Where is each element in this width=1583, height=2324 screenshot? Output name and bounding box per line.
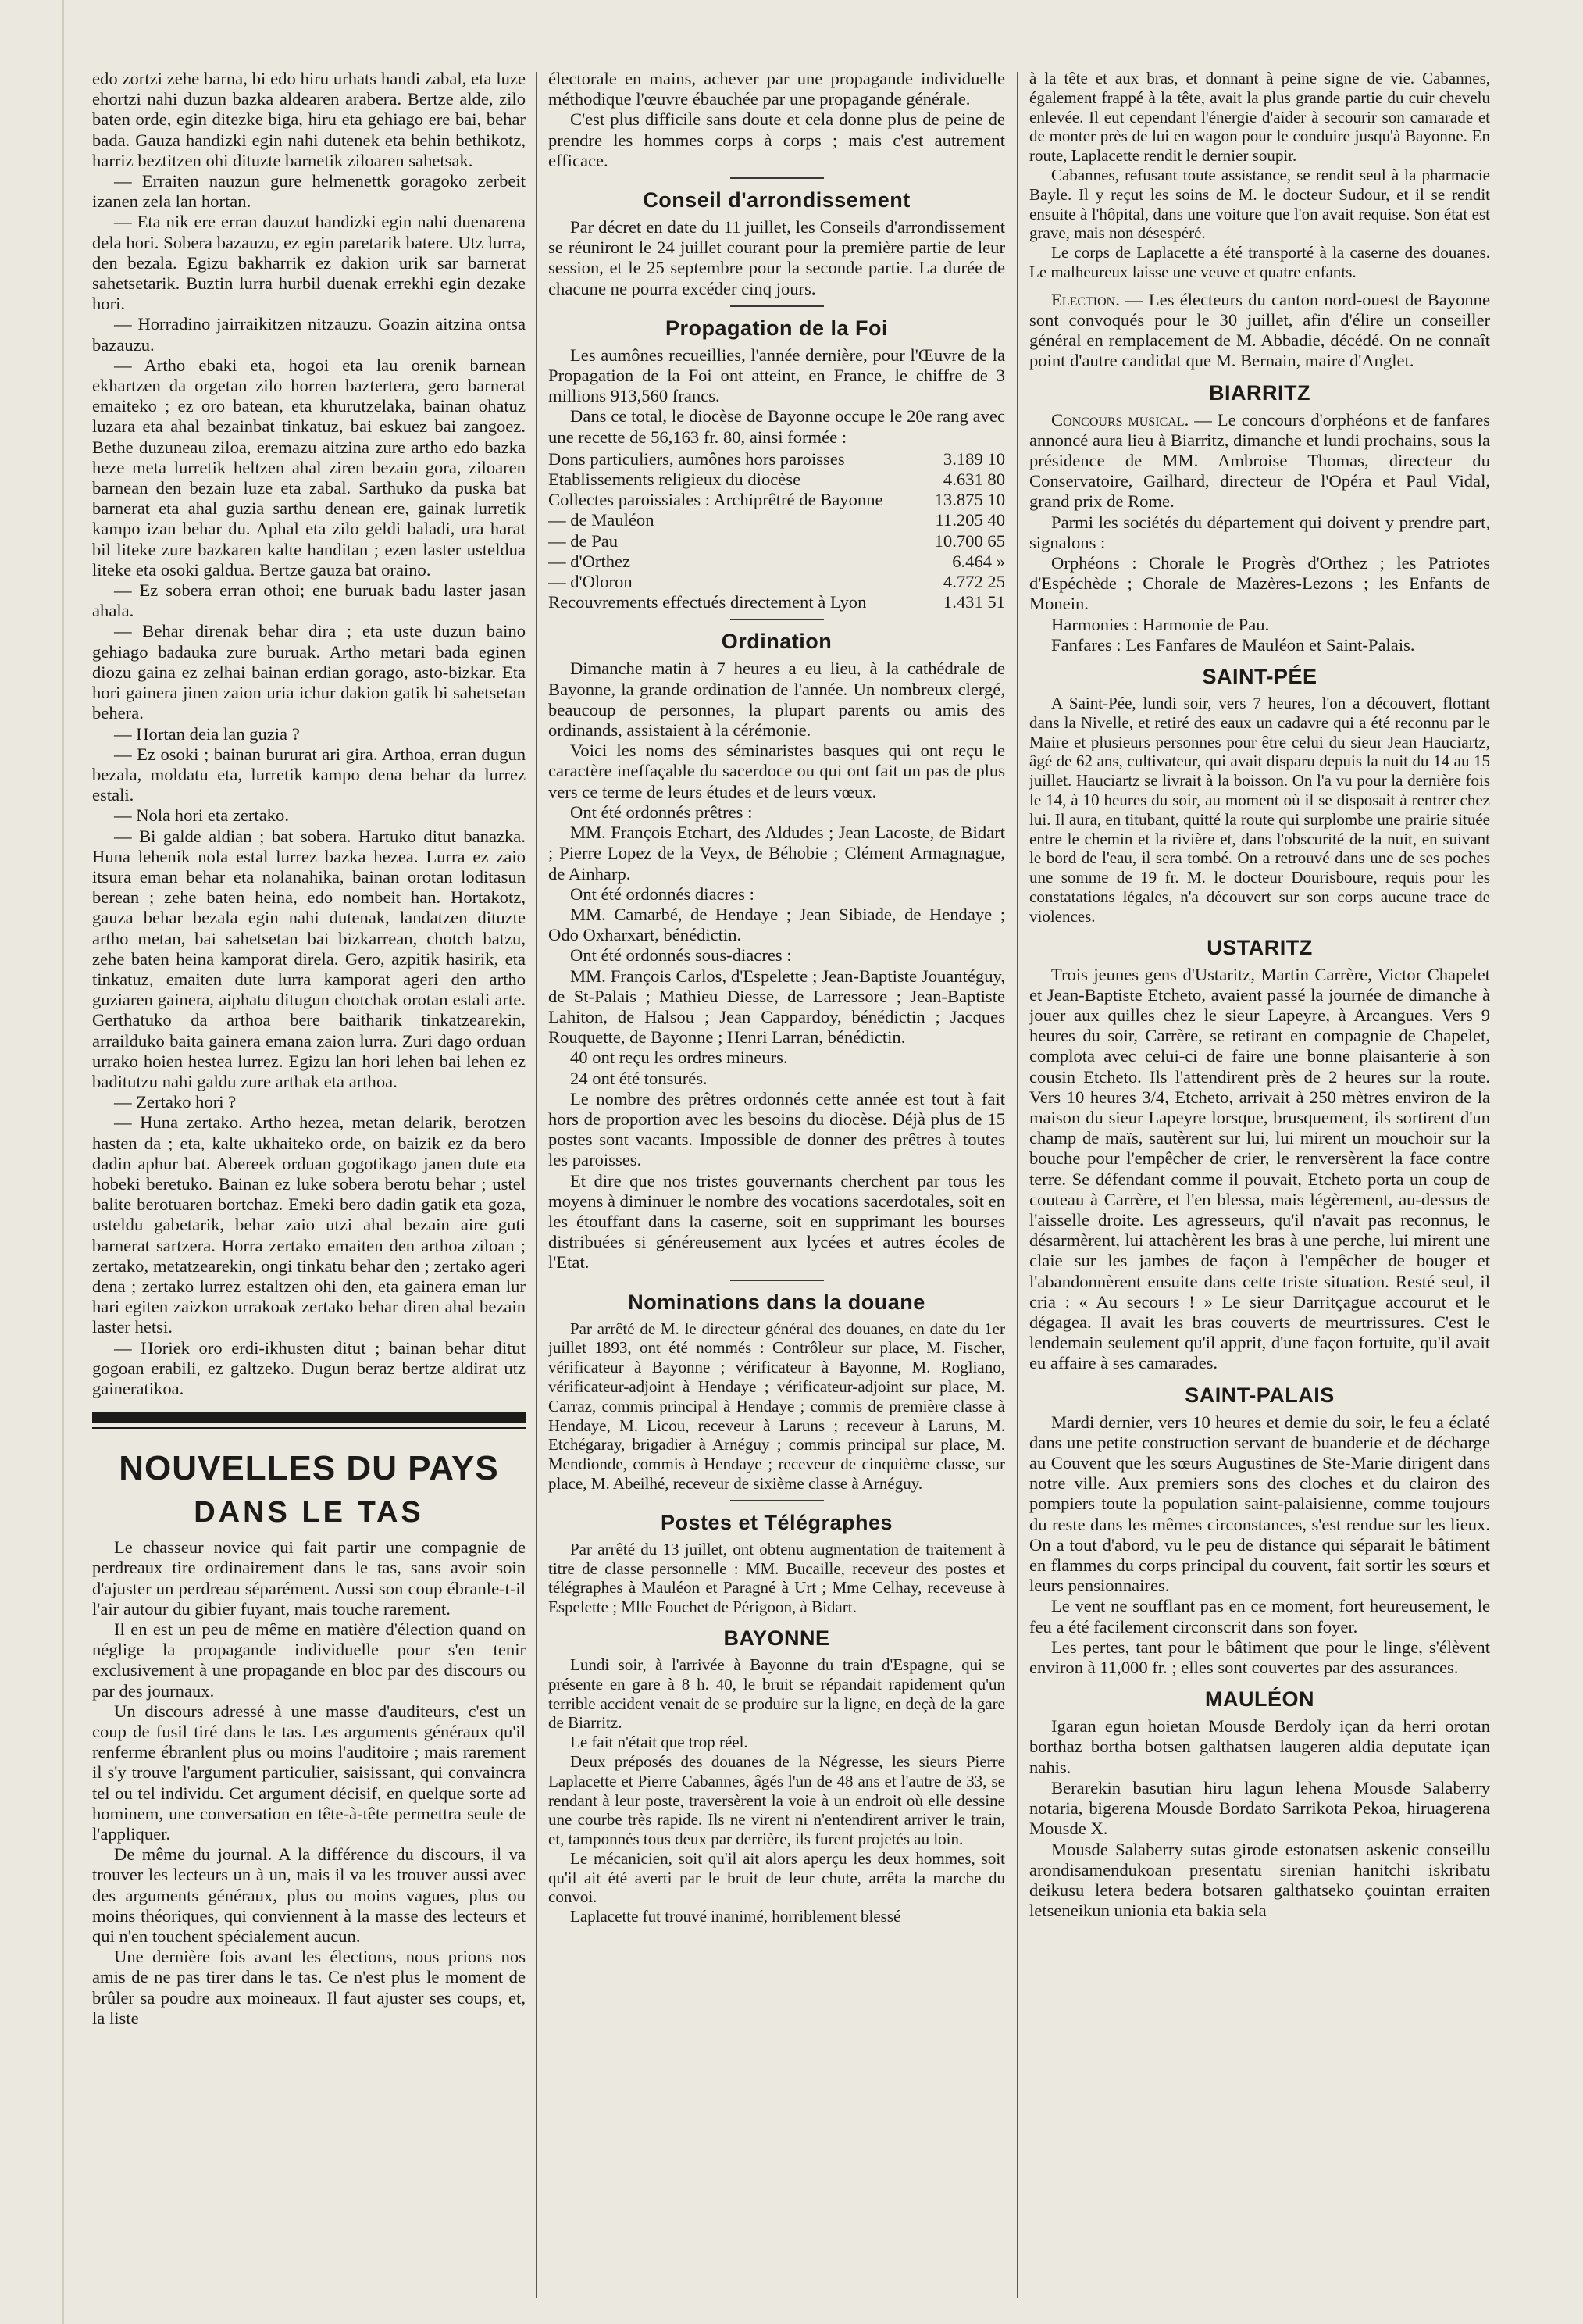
article-title: MAULÉON [1205,1687,1314,1712]
article-title: USTARITZ [1207,935,1313,959]
paragraph: Dimanche matin à 7 heures a eu lieu, à la cathédrale de Bayonne, la grande ordination de l'année. Un nombreux clergé, beaucoup de personnes, la plupart parents ou amis des ordinands, assistaient à la cérémonie. [548,659,1005,741]
paragraph: Le nombre des prêtres ordonnés cette année est tout à fait hors de proportion avec les besoins du diocèse. Déjà plus de 15 postes sont vacants. Impossible de donner des prêtres à toutes les paroisses. [548,1088,1005,1170]
paragraph: Fanfares : Les Fanfares de Mauléon et Saint-Palais. [1051,634,1415,655]
paragraph: Mousde Salaberry sutas girode estonatsen askenic conseillu arondisamendukoan presentatu sirenian hanitchi iskribatu deikusu letera bedera botsaren galthatseko çouintan erraiten letseneikun unionia eta bakia sela [1029,1839,1490,1921]
paragraph: Le corps de Laplacette a été transporté à la caserne des douanes. Le malheureux laisse une veuve et quatre enfants. [1029,243,1490,281]
paragraph: — Zertako hori ? [114,1092,237,1112]
receipt-row [548,490,1005,510]
paragraph: Ont été ordonnés prêtres : [570,801,753,822]
column-3 [1029,69,1490,2319]
paragraph: Le vent ne soufflant pas en ce moment, fort heureusement, le feu a été facilement circonscrit dans son foyer. [1029,1596,1490,1637]
receipt-value: 3.189 10 [943,448,1005,469]
receipt-value: 13.875 10 [934,490,1005,510]
run-in-label: Concours musical. [1051,409,1189,430]
paragraph: — Horiek oro erdi-ikhusten ditut ; bainan behar ditut gogoan erabili, ez galtzeko. Dugun beraz bertze aldirat utz gaineratikoa. [92,1337,526,1398]
paragraph: Par arrêté du 13 juillet, ont obtenu augmentation de traitement à titre de classe personnelle : MM. Bucaille, receveur des postes et télégraphes à Mauléon et Paragné à Urt ; Mme Celhay, receveuse à Espelette ; Mlle Fouchet de Périgoon, à Bidart. [548,1539,1005,1617]
paragraph: Le fait n'était que trop réel. [570,1733,748,1752]
paragraph: 24 ont été tonsurés. [570,1068,708,1088]
paragraph: — Hortan deia lan guzia ? [114,723,300,744]
paragraph: MM. Camarbé, de Hendaye ; Jean Sibiade, de Hendaye ; Odo Oxharxart, bénédictin. [548,904,1005,945]
paragraph: Berarekin basutian hiru lagun lehena Mousde Salaberry notaria, bigerena Mousde Bordato Sarrikota Pekoa, hiruagerena Mousde X. [1029,1777,1490,1839]
paragraph: 40 ont reçu les ordres mineurs. [570,1048,788,1068]
paragraph: Il en est un peu de même en matière d'élection quand on néglige la propagande individuelle pour s'en tenir exclusivement à une propagande en bloc par des discours ou par des journaux. [92,1619,526,1701]
receipt-row [548,510,1005,530]
paragraph: Trois jeunes gens d'Ustaritz, Martin Carrère, Victor Chapelet et Jean-Baptiste Etcheto, avaient passé la journée de dimanche à jouer aux quilles chez le sieur Lapeyre, à Arcangues. Vers 9 heures du soir, Carrère, se retirant en compagnie de Chapelet, complota avec celui-ci de faire une bonne plaisanterie à son cousin Etcheto. Ils l'attendirent près de 2 heures sur la route. Vers 10 heures 3/4, Etcheto, arrivait à 250 mètres environ de la maison du sieur Lapeyre lorsque, brusquement, ils sortirent d'un champ de maïs, sautèrent sur lui, lui mirent un mouchoir sur la bouche pour l'empêcher de crier, le renversèrent la face contre terre. Se défendant comme il pouvait, Etcheto porta un coup de couteau à Carrère, et l'en blessa, mais légèrement, au-dessus de l'aisselle droite. Les agresseurs, qu'il n'avait pas reconnus, le désarmèrent, lui attachèrent les bras à une perche, lui mirent une claie sur les jambes de façon à l'empêcher de bouger et l'abandonnèrent ensuite dans cette triste situation. Resté seul, il cria : « Au secours ! » Le sieur Darritçague accourut et le dégagea. Il avait les bras couverts de meurtrissures. C'est le lendemain seulement qu'il apprit, d'une façon fortuite, qu'il avait eu affaire à ses camarades. [1029,964,1490,1373]
paragraph: Par décret en date du 11 juillet, les Conseils d'arrondissement se réuniront le 24 juillet courant pour la première partie de leur session, et le 25 septembre pour la seconde partie. La durée de chacune ne pourra excéder cinq jours. [548,217,1005,298]
column-2 [548,69,1005,2319]
receipt-label: Recouvrements effectués directement à Lyon [548,592,867,612]
article-title: Ordination [721,630,833,654]
paragraph: électorale en mains, achever par une propagande individuelle méthodique l'œuvre ébauchée par une propagande générale. [548,69,1005,109]
paragraph: Ont été ordonnés diacres : [570,884,754,904]
section-title: NOUVELLES DU PAYS [119,1449,499,1488]
paragraph: Dans ce total, le diocèse de Bayonne occupe le 20e rang avec une recette de 56,163 fr. 80, ainsi formée : [548,406,1005,447]
paragraph: edo zortzi zehe barna, bi edo hiru urhats handi zabal, eta luze ehortzi nahi duzun bazka aldearen arabera. Bertze alde, zilo baten orde, egin ditezke biga, hiru eta gehiago ere bai, behar bada. Gauza handizki egin nahi dutenek eta behin bethikotz, harriz beztitzen ohi dituzte barnetik ziloaren sahetsak. [92,69,526,170]
receipt-value: 10.700 65 [934,530,1005,551]
receipt-value: 6.464 » [952,551,1005,571]
paragraph: Ont été ordonnés sous-diacres : [570,945,792,966]
receipt-value: 11.205 40 [935,510,1005,530]
paragraph: — Nola hori eta zertako. [114,805,289,826]
column-1 [92,69,526,2319]
article-title: DANS LE TAS [194,1496,424,1530]
paragraph: Par arrêté de M. le directeur général des douanes, en date du 1er juillet 1893, ont été nommés : Contrôleur sur place, M. Fischer, vérificateur à Bayonne ; vérificateur à Bayonne, M. Rogliano, vérificateur-adjoint à Hendaye ; vérificateur-adjoint sur place, M. Carraz, commis principal à Hendaye ; commis de première classe à Hendaye, M. Licou, receveur à Laruns ; receveur à Laruns, M. Etchégaray, brigadier à Arnéguy ; commis principal sur place, M. Mendionde, commis à Hendaye ; receveur de cinquième classe, sur place, M. Abeilhé, receveur de sixième classe à Arnéguy. [548,1319,1005,1493]
section-thick-rule [92,1412,526,1423]
article-title: Nominations dans la douane [628,1290,925,1314]
paragraph: à la tête et aux bras, et donnant à peine signe de vie. Cabannes, également frappé à la tête, avait la plus grande partie du cuir chevelu enlevée. Il eut cependant l'énergie d'aider à secourir son camarade et de monter près de lui en wagon pour le conduire jusqu'à Bayonne. En route, Laplacette rendit le dernier soupir. [1029,69,1490,166]
paragraph: MM. François Carlos, d'Espelette ; Jean-Baptiste Jouantéguy, de St-Palais ; Mathieu Diesse, de Larressore ; Jean-Baptiste Lahiton, de Halsou ; Jean Cappardoy, bénédictin ; Jacques Rouquette, de Bayonne ; Henri Larran, bénédictin. [548,966,1005,1048]
paragraph: Deux préposés des douanes de la Négresse, les sieurs Pierre Laplacette et Pierre Cabannes, âgés l'un de 48 ans et l'autre de 33, se rendant à leur poste, traversèrent la voie à un endroit où elle dessine une courbe très rapide. Ils ne virent ni n'entendirent arriver le train, et, tamponnés tous deux par derrière, ils furent projetés au loin. [548,1751,1005,1849]
paragraph: A Saint-Pée, lundi soir, vers 7 heures, l'on a découvert, flottant dans la Nivelle, et retiré des eaux un cadavre qui a été reconnu par le Maire et plusieurs personnes pour être celui du sieur Jean Hauciartz, âgé de 62 ans, cultivateur, qui avait disparu depuis la nuit du 14 au 15 juillet. Hauciartz se livrait à la boisson. On l'a vu pour la dernière fois le 14, à 10 heures du soir, au moment où il se disposait à rentrer chez lui. Il aura, en titubant, quitté la route qui surplombe une prairie située entre le chemin et la rivière et, dans l'obscurité de la nuit, en suivant le bord de l'eau, il sera tombé. On a retrouvé dans une de ses poches une somme de 19 fr. M. le docteur Dourisboure, requis pour les constatations légales, n'a découvert sur son corps aucune trace de violences. [1029,694,1490,926]
article-title: SAINT-PÉE [1202,665,1317,689]
column-rule [1017,72,1018,2298]
paragraph: — Behar direnak behar dira ; eta uste duzun baino gehiago badauka zure buruak. Artho metari bada eginen diozu gaina ez zelhai bainan erdian gorago, asto-bizkar. Eta hori gainera jinen zaion uria ichur dakion gatik bi sahetsetan behera. [92,621,526,723]
receipt-value: 1.431 51 [943,592,1005,612]
paragraph: Laplacette fut trouvé inanimé, horriblement blessé [570,1907,901,1926]
separator-rule [730,1500,824,1501]
receipt-label: — d'Orthez [548,551,631,571]
paragraph: Parmi les sociétés du département qui doivent y prendre part, signalons : [1029,512,1490,552]
run-in-label: Election. [1051,289,1120,309]
receipt-label: Collectes paroissiales : Archiprêtré de Bayonne [548,490,883,510]
separator-rule [730,305,824,307]
paragraph: — Erraiten nauzun gure helmenettk goragoko zerbeit izanen zela lan hortan. [92,171,526,212]
paragraph: Et dire que nos tristes gouvernants cherchent par tous les moyens à diminuer le nombre des vocations sacerdotales, soit en les étouffant dans la caserne, soit en supprimant les bourses distribuées si généreusement aux lycées et autres écoles de l'Etat. [548,1170,1005,1273]
article-title: SAINT-PALAIS [1185,1383,1335,1407]
receipt-row [548,592,1005,612]
receipts-table [548,449,1005,613]
paragraph: — Artho ebaki eta, hogoi eta lau orenik barnean ekhartzen da orgetan zilo horren baztertera, gero barnerat emaiteko ; ez oro batean, eta khurutzelaka, bainan ohatuz luzara eta ahal bezainbat tinkatuz, bai eskuez bai zangoez. Bethe duzuneau ziloa, eremazu aitzina zure artho edo bazka heze meta lurretik heltzen ahal ziren bezain gora, ziloaren barnean den bezain luze eta zabal. Sarthuko da puska bat barnerat eta ahal guzia sarthu denean ere, gainak lurretik kampo izan behar du. Aphal eta zilo geldi baladi, ura harat bil liteke zure bazkaren kalte handitan ; ezen laster usteldua liteke eta osoki galdua. Bertze gauza bat oraino. [92,355,526,580]
paragraph: Les aumônes recueillies, l'année dernière, pour l'Œuvre de la Propagation de la Foi ont atteint, en France, le chiffre de 3 millions 913,560 francs. [548,344,1005,406]
article-title: Postes et Télégraphes [660,1510,893,1534]
paragraph: Un discours adressé à une masse d'auditeurs, c'est un coup de fusil tiré dans le tas. Les arguments généraux qu'il renferme ébranlent plus ou moins l'auditoire ; mais rarement il s'y trouve l'argument particulier, saisissant, qui convaincra tel ou tel individu. Cet argument décisif, en quelque sorte ad hominem, une conversation en tête-à-tête permettra seule de l'appliquer. [92,1701,526,1844]
paragraph: Le mécanicien, soit qu'il ait alors aperçu les deux hommes, soit qu'il ait été averti par le bruit de leur chute, arrêta la marche du convoi. [548,1848,1005,1907]
receipt-label: Etablissements religieux du diocèse [548,469,801,490]
article-title: BAYONNE [723,1626,830,1650]
receipt-row [548,469,1005,490]
paragraph: Mardi dernier, vers 10 heures et demie du soir, le feu a éclaté dans une petite construction servant de buanderie et de décharge au Couvent que les sœurs Augustines de Ste-Marie dirigent dans notre ville. Aux premiers sons des cloches et du clairon des pompiers toute la population saint-palaisienne, comme toujours du reste dans les mêmes circonstances, s'est rendue sur les lieux. On a tout d'abord, vu le peu de distance qui séparait le bâtiment en flammes du corps principal du couvent, fait sortir les sœurs et leurs pensionnaires. [1029,1412,1490,1596]
receipt-value: 4.772 25 [943,572,1005,592]
paragraph-text: — Les électeurs du canton nord-ouest de Bayonne sont convoqués pour le 30 juillet, afin d'élire un conseiller général en remplacement de M. Abbadie, décédé. On ne connaît point d'autre candidat que M. Bernain, maire d'Anglet. [1029,289,1490,371]
paragraph: — Eta nik ere erran dauzut handizki egin nahi duenarena dela hori. Sobera bazauzu, ez egin paretarik batere. Utz lurra, den bezala. Egizu bakharrik ez dakion urik sar barnerat sahetsetarik. Buztin lurra hurbil duenak errekhi egin dezake hori. [92,212,526,314]
paragraph: — Ez sobera erran othoi; ene buruak badu laster jasan ahala. [92,580,526,621]
page-fold-line [62,0,64,2324]
article-title: Propagation de la Foi [665,316,889,340]
receipt-row [548,552,1005,572]
paragraph: De même du journal. A la différence du discours, il va trouver les lecteurs un à un, mais il va les trouver aussi avec des arguments généraux, plus ou moins vagues, plus ou moins théoriques, qui conviennent à la masse des lecteurs et qui n'en touchent spécialement aucun. [92,1844,526,1947]
paragraph: Lundi soir, à l'arrivée à Bayonne du train d'Espagne, qui se présente en gare à 8 h. 40, le bruit se répandait rapidement qu'un terrible accident venait de se produire sur la ligne, en deçà de la gare de Biarritz. [548,1655,1005,1733]
column-rule [536,72,537,2298]
receipt-value: 4.631 80 [943,469,1005,490]
receipt-row [548,572,1005,592]
paragraph: Orphéons : Chorale le Progrès d'Orthez ; les Patriotes d'Espéchède ; Chorale de Mazères-Lezons ; les Enfants de Monein. [1029,553,1490,614]
paragraph: Le chasseur novice qui fait partir une compagnie de perdreaux tire ordinairement dans le tas, sans avoir soin d'ajuster un perdreau séparément. Aussi son coup ébranle-t-il l'air autour du gibier fuyant, mais touche rarement. [92,1537,526,1619]
paragraph: Une dernière fois avant les élections, nous prions nos amis de ne pas tirer dans le tas. Ce n'est plus le moment de brûler sa poudre aux moineaux. Il faut ajuster ses coups, et, la liste [92,1947,526,2028]
paragraph: MM. François Etchart, des Aldudes ; Jean Lacoste, de Bidart ; Pierre Lopez de la Veyx, de Béhobie ; Clément Armagnague, de Ainharp. [548,823,1005,884]
election-paragraph [1029,290,1490,372]
paragraph: Igaran egun hoietan Mousde Berdoly içan da herri orotan borthaz bortha botsen galthatsen laugeren aldia deputate içan nahis. [1029,1716,1490,1777]
paragraph: Harmonies : Harmonie de Pau. [1051,614,1270,634]
paragraph: — Huna zertako. Artho hezea, metan delarik, berotzen hasten da ; eta, kalte ukhaiteko orde, on baizik ez da bero dadin aphur bat. Abereek orduan gogotikago janen dute eta hobeki beretuko. Bainan ez luke sobera berotu behar ; ustel balite berotuaren bortchaz. Emeki bero dadin gatik eta goza, usteldu gabetarik, behar zaio utzi ahal bezain aire guti barnerat sartzera. Horra zertako emaiten den arthoa ziloan ; zertako, metatzearekin, ongi tinkatu behar den ; zertako ageri dena ; zertako lurrez estaltzen ohi den, eta gainera eman lur hari egiten zaizkon urrakoak zertako behar diren ahal bezain laster hetsi. [92,1112,526,1337]
paragraph: — Bi galde aldian ; bat sobera. Hartuko ditut banazka. Huna lehenik nola estal lurrez bazka hezea. Lurra ez zaio itsura eman behar eta nolanahika, bainan orotan loditasun berean ; zehe baten heina, edo nombeit han. Hortakotz, gauza behar bezala egin nahi dutenak, landatzen dituzte artho metan, bai sahetsetan bai bizkarrean, chotch batzu, zehe baten heina kamporat direla. Gero, azpitik hasirik, eta tinkatuz, emaiten dute lurra kamporat ageri den artho guziaren gainera, aiphatu ditugun chotchak orotan estali arte. Gerthatuko da arthoa bere baitharik tinkatzearekin, arrailduko baita gainera emana zaion lurra. Zuri dago orduan urrako hoien hestea lurrez. Egizu lan hori lehen bai lehen ez baditutzu nahi galdu zure arthak eta arthoa. [92,826,526,1091]
article-title: Conseil d'arrondissement [643,188,911,212]
separator-rule [730,619,824,620]
separator-rule [730,1280,824,1281]
paragraph: Les pertes, tant pour le bâtiment que pour le linge, s'élèvent environ à 11,000 fr. ; elles sont couvertes par des assurances. [1029,1637,1490,1678]
concours-paragraph [1029,410,1490,512]
paragraph: Cabannes, refusant toute assistance, se rendit seul à la pharmacie Bayle. Il y reçut les soins de M. le docteur Sudour, et il se rendit ensuite à l'hôpital, dans une voiture que l'on avait requise. Son état est grave, mais non désespéré. [1029,165,1490,243]
article-title: BIARRITZ [1209,380,1310,405]
section-thin-rule [92,1427,526,1429]
paragraph: Voici les noms des séminaristes basques qui ont reçu le caractère ineffaçable du sacerdoce ou qui ont fait un pas de plus vers ce terme de leurs études et de leurs vœux. [548,741,1005,801]
basque-article [92,69,526,1399]
paragraph: — Ez osoki ; bainan bururat ari gira. Arthoa, erran dugun bezala, moldatu eta, lurretik kampo dena behar da lurrez estali. [92,744,526,805]
receipt-label: — de Mauléon [548,510,654,530]
separator-rule [730,177,824,179]
receipt-label: — de Pau [548,530,619,551]
receipt-row [548,531,1005,552]
paragraph: — Horradino jairraikitzen nitzauzu. Goazin aitzina ontsa bazauzu. [92,314,526,355]
receipt-row [548,449,1005,469]
receipt-label: — d'Oloron [548,572,633,592]
paragraph: C'est plus difficile sans doute et cela donne plus de peine de prendre les hommes corps à corps ; mais c'est autrement efficace. [548,109,1005,170]
paragraph-text: — Le concours d'orphéons et de fanfares annoncé aura lieu à Biarritz, dimanche et lundi prochains, sous la présidence de MM. Ambroise Thomas, directeur du Conservatoire, Gailhard, directeur de l'Opéra et Paul Vidal, grand prix de Rome. [1029,409,1490,512]
receipt-label: Dons particuliers, aumônes hors paroisses [548,448,845,469]
